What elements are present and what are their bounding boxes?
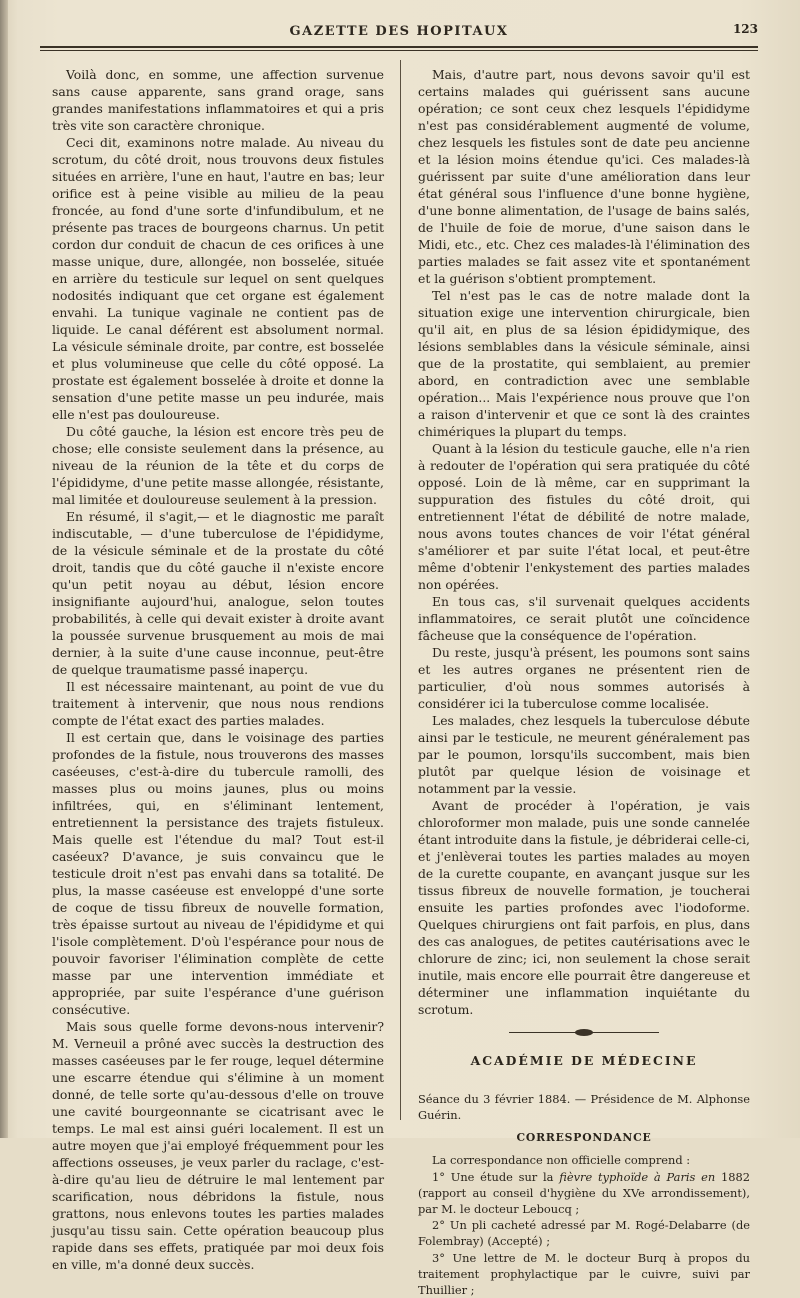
- correspondance-item: [418, 1217, 750, 1249]
- paragraph: Avant de procéder à l'opération, je vais chloroformer mon malade, puis une sonde cannelée étant introduite dans la fistule, je débriderai celle-ci, et j'enlèverai toutes les parties malades au moyen de la curette coupante, en avançant jusque sur les tissus fibreux de nouvelle formation, je toucherai ensuite les parties profondes avec l'iodoforme. Quelques chirurgiens ont fait parfois, en plus, dans des cas analogues, de petites cautérisations avec le chlorure de zinc; ici, non seulement la chose serait inutile, mais encore elle pourrait être dangereuse et déterminer une inflammation inquiétante du scrotum.: [418, 798, 750, 1017]
- paragraph: Mais, d'autre part, nous devons savoir qu'il est certains malades qui guérissent sans aucune opération; ce sont ceux chez lesquels l'épididyme n'est pas considérablement augmenté de volume, chez lesquels les fistules sont de date peu ancienne et la lésion moins étendue qu'ici. Ces malades-là guérissent par suite d'une amélioration dans leur état général sous l'influence d'une bonne hygiène, d'une bonne alimentation, de l'usage de bains salés, de l'huile de foie de morue, d'une saison dans le Midi, etc., etc. Chez ces malades-là l'élimination des parties malades se fait assez vite et spontanément et la guérison s'obtient promptement.: [418, 67, 750, 286]
- correspondance-title: CORRESPONDANCE: [516, 1131, 652, 1145]
- paragraph: Mais sous quelle forme devons-nous intervenir? M. Verneuil a prôné avec succès la destruction des masses caséeuses par le fer rouge, lequel détermine une escarre étendue qui s'élimine à un moment donné, de telle sorte qu'au-dessous d'elle on trouve une cavité bourgeonnante se cicatrisant avec le temps. Le mal est ainsi guéri localement. Il est un autre moyen que j'ai employé fréquemment pour les affections osseuses, je veux parler du raclage, c'est-à-dire qu'au lieu de détruire le mal lentement par scarification, nous débridons la fistule, nous grattons, nous enlevons toutes les parties malades jusqu'au tissu sain. Cette opération beaucoup plus rapide dans ses effets, pratiquée par moi deux fois en ville, m'a donné deux succès.: [52, 1019, 384, 1272]
- column-divider: [400, 60, 401, 1120]
- item-text: 1882 (rapport au conseil d'hygiène du XVe arrondissement), par M. le docteur Leboucq ;: [418, 1169, 750, 1217]
- item-text: 2° Un pli cacheté adressé par M. Rogé-Delabarre (de Folembray) (Accepté) ;: [418, 1218, 750, 1249]
- item-italic-text: fièvre typhoïde à Paris en: [559, 1169, 716, 1184]
- paragraph: Quant à la lésion du testicule gauche, elle n'a rien à redouter de l'opération qui sera pratiquée du côté opposé. Loin de là même, car en supprimant la suppuration des fistules du côté droit, qui entretiennent l'état de débilité de notre malade, nous avons toutes chances de voir l'état général s'améliorer et par suite l'état local, et peut-être même d'obtenir l'enkystement des parties malades non opérées.: [418, 441, 750, 592]
- correspondance-item: [418, 1250, 750, 1298]
- newspaper-title: GAZETTE DES HOPITAUX: [289, 24, 509, 39]
- page-number: 123: [732, 22, 758, 36]
- paragraph: Il est nécessaire maintenant, au point de vue du traitement à intervenir, que nous nous rendions compte de l'état exact des parties malades.: [52, 679, 384, 728]
- paragraph: Voilà donc, en somme, une affection survenue sans cause apparente, sans grand orage, sans grandes manifestations inflammatoires et qui a pris très vite son caractère chronique.: [52, 67, 384, 133]
- paragraph: Les malades, chez lesquels la tuberculose débute ainsi par le testicule, ne meurent généralement pas par le poumon, lorsqu'ils succombent, mais bien plutôt par quelque lésion de voisinage et notamment par la vessie.: [418, 713, 750, 796]
- correspondance-intro: La correspondance non officielle comprend :: [432, 1153, 691, 1168]
- paragraph: En tous cas, s'il survenait quelques accidents inflammatoires, ce serait plutôt une coïncidence fâcheuse que la conséquence de l'opération.: [418, 594, 750, 643]
- seance-line: Séance du 3 février 1884. — Présidence de M. Alphonse Guérin.: [418, 1092, 750, 1123]
- paragraph: Du côté gauche, la lésion est encore très peu de chose; elle consiste seulement dans la présence, au niveau de la réunion de la tête et du corps de l'épididyme, d'une petite masse allongée, résistante, mal limitée et douloureuse seulement à la pression.: [52, 424, 384, 507]
- correspondance-item: [418, 1169, 750, 1218]
- section-ornament: [509, 1028, 659, 1038]
- right-column: [418, 66, 750, 1298]
- section-title: ACADÉMIE DE MÉDECINE: [470, 1053, 698, 1068]
- left-column: [52, 66, 384, 1273]
- page-header: [40, 20, 758, 44]
- header-rule: [40, 46, 758, 51]
- paragraph: En résumé, il s'agit,— et le diagnostic me paraît indiscutable, — d'une tuberculose de l'épididyme, de la vésicule séminale et de la prostate du côté droit, tandis que du côté gauche il n'existe encore qu'un petit noyau au début, lésion encore insignifiante aujourd'hui, analogue, selon toutes probabilités, à celle qui devait exister à droite avant la poussée survenue brusquement au mois de mai dernier, à la suite d'une cause inconnue, peut-être de quelque traumatisme passé inaperçu.: [52, 509, 384, 677]
- page-binding-edge: [0, 0, 8, 1138]
- paragraph: Du reste, jusqu'à présent, les poumons sont sains et les autres organes ne présentent rien de particulier, d'où nous sommes autorisés à considérer ici la tuberculose comme localisée.: [418, 645, 750, 711]
- item-text: 1° Une étude sur la: [432, 1169, 560, 1184]
- paragraph: Ceci dit, examinons notre malade. Au niveau du scrotum, du côté droit, nous trouvons deux fistules situées en arrière, l'une en haut, l'autre en bas; leur orifice est à peine visible au milieu de la peau froncée, au fond d'une sorte d'infundibulum, et ne présente pas traces de bourgeons charnus. Un petit cordon dur conduit de chacun de ces orifices à une masse unique, dure, allongée, non bosselée, située en arrière du testicule sur lequel on sent quelques nodosités indiquant que cet organe est également envahi. La tunique vaginale ne contient pas de liquide. Le canal déférent est absolument normal. La vésicule séminale droite, par contre, est bosselée et plus volumineuse que celle du côté opposé. La prostate est également bosselée à droite et donne la sensation d'une petite masse un peu indurée, mais elle n'est pas douloureuse.: [52, 135, 384, 422]
- paragraph: Il est certain que, dans le voisinage des parties profondes de la fistule, nous trouverons des masses caséeuses, c'est-à-dire du tubercule ramolli, des masses plus ou moins jaunes, plus ou moins infiltrées, qui, en s'éliminant lentement, entretiennent la persistance des trajets fistuleux. Mais quelle est l'étendue du mal? Tout est-il caséeux? D'avance, je suis convaincu que le testicule droit n'est pas envahi dans sa totalité. De plus, la masse caséeuse est enveloppé d'une sorte de coque de tissu fibreux de nouvelle formation, très épaisse surtout au niveau de l'épididyme et qui l'isole complètement. D'où l'espérance pour nous de pouvoir favoriser l'élimination complète de cette masse par une intervention immédiate et appropriée, par suite l'espérance d'une guérison consécutive.: [52, 730, 384, 1017]
- item-text: 3° Une lettre de M. le docteur Burq à propos du traitement prophylactique par le cuivre, suivi par Thuillier ;: [418, 1250, 750, 1298]
- paragraph: Tel n'est pas le cas de notre malade dont la situation exige une intervention chirurgicale, bien qu'il ait, en plus de sa lésion épididymique, des lésions semblables dans la vésicule séminale, ainsi que de la prostatite, qui semblaient, au premier abord, en contradiction avec une semblable opération... Mais l'expérience nous prouve que l'on a raison d'intervenir et que ce sont là des craintes chimériques la plupart du temps.: [418, 288, 750, 439]
